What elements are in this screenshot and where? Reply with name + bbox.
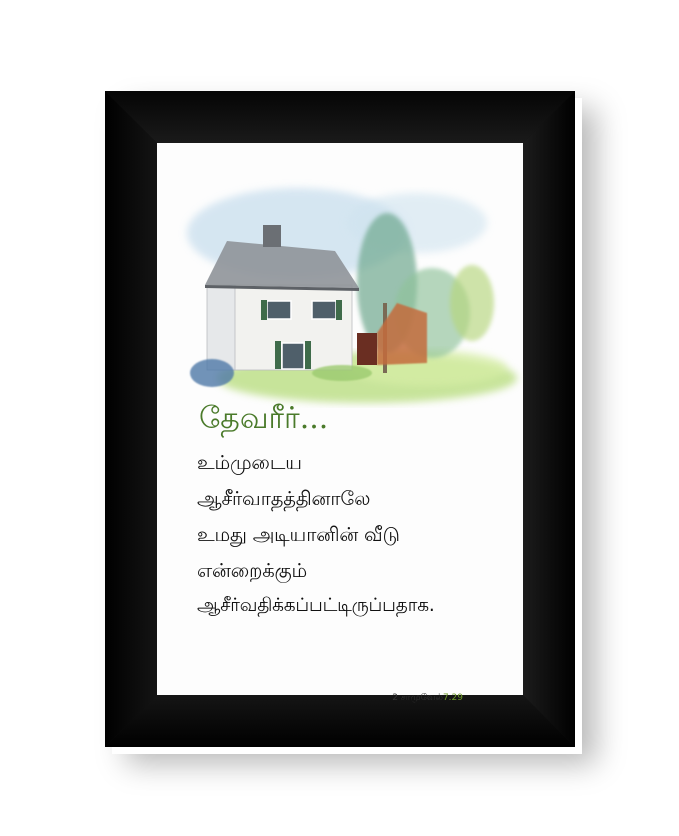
window-1 xyxy=(267,301,291,319)
watercolor-house-painting xyxy=(187,173,507,403)
picture-frame xyxy=(105,91,575,747)
reference-book: 2 சாமுவேல் xyxy=(392,693,443,703)
shutter-2 xyxy=(305,341,311,369)
window-2 xyxy=(312,301,336,319)
shutter-1 xyxy=(275,341,281,369)
green-bush xyxy=(312,365,372,381)
frame-bevel-bottom xyxy=(105,695,575,747)
verse-line-3: உமது அடியானின் வீடு xyxy=(197,523,400,546)
artwork-mat xyxy=(157,143,523,703)
blue-bush xyxy=(190,359,234,387)
house-side xyxy=(207,285,235,370)
verse-line-4: என்றைக்கும் xyxy=(197,559,308,582)
frame-bevel-right xyxy=(523,91,575,747)
shutter-3 xyxy=(261,300,267,320)
frame-bevel-left xyxy=(105,91,157,747)
frame-bevel-top xyxy=(105,91,575,143)
verse-line-5: ஆசீர்வதிக்கப்பட்டிருப்பதாக. xyxy=(197,595,435,616)
barn-door xyxy=(357,333,377,365)
verse-title: தேவரீர்... xyxy=(199,401,329,436)
verse-line-1: உம்முடைய xyxy=(197,451,302,474)
reference-number: 7.29 xyxy=(442,693,463,703)
shutter-4 xyxy=(336,300,342,320)
window-3 xyxy=(282,343,304,369)
verse-line-2: ஆசீர்வாதத்தினாலே xyxy=(197,487,371,510)
chimney xyxy=(263,225,281,247)
tree-foliage-3 xyxy=(450,265,494,341)
verse-reference xyxy=(392,693,463,704)
